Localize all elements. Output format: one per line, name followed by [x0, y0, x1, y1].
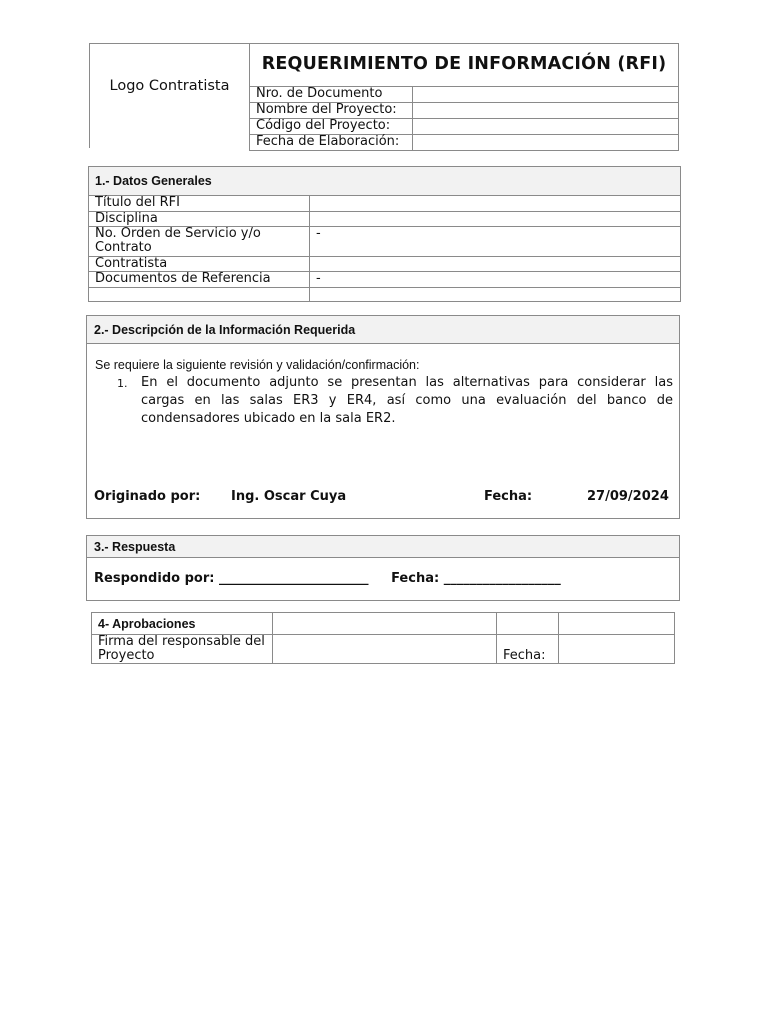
field-label-project-code: Código del Proyecto: [250, 119, 413, 135]
table-row [89, 227, 681, 257]
row-label-service-order: No. Orden de Servicio y/o Contrato [89, 227, 310, 257]
date-label: Fecha: [484, 489, 533, 504]
row-label-discipline: Disciplina [89, 212, 310, 227]
row-value-contractor[interactable] [310, 257, 681, 272]
approvals-table [91, 612, 675, 664]
logo-placeholder [89, 43, 249, 148]
list-item-number: 1. [117, 377, 128, 390]
section-heading-response: 3.- Respuesta [87, 536, 679, 558]
header-field-row [250, 119, 679, 135]
document-title-box [249, 43, 679, 87]
date-value: 27/09/2024 [587, 489, 669, 504]
field-label-project-name: Nombre del Proyecto: [250, 103, 413, 119]
general-data-table [88, 166, 681, 302]
request-intro: Se requiere la siguiente revisión y validación/confirmación: [95, 358, 420, 372]
section-heading-general-data: 1.- Datos Generales [89, 167, 681, 196]
originated-by-label: Originado por: [94, 489, 201, 504]
table-row [89, 257, 681, 272]
row-value-empty[interactable] [310, 288, 681, 302]
row-value-reference-docs[interactable]: - [310, 272, 681, 288]
table-row [92, 635, 675, 664]
table-row [89, 196, 681, 212]
row-value-discipline[interactable] [310, 212, 681, 227]
field-value-project-code[interactable] [413, 119, 679, 135]
table-row [89, 272, 681, 288]
signature-label: Firma del responsable del Proyecto [92, 635, 273, 664]
header-field-row [250, 103, 679, 119]
table-row [89, 212, 681, 227]
list-item: En el documento adjunto se presentan las alternativas para considerar las cargas en las salas ER3 y ER4, así como una evaluación del banco de condensadores ubicado en la sala ER2. [141, 375, 673, 426]
section-heading-approvals: 4- Aprobaciones [92, 613, 273, 635]
field-label-elaboration-date: Fecha de Elaboración: [250, 135, 413, 151]
field-value-elaboration-date[interactable] [413, 135, 679, 151]
header-field-row [250, 87, 679, 103]
table-row [89, 288, 681, 302]
approvals-header-cell [559, 613, 675, 635]
originated-by-value: Ing. Oscar Cuya [231, 489, 347, 504]
required-information-section [86, 315, 680, 519]
header-fields-table [249, 86, 679, 151]
approval-date-field[interactable] [559, 635, 675, 664]
header-field-row [250, 135, 679, 151]
approvals-header-cell [273, 613, 497, 635]
row-label-reference-docs: Documentos de Referencia [89, 272, 310, 288]
response-section [86, 535, 680, 601]
approvals-header-cell [497, 613, 559, 635]
field-value-project-name[interactable] [413, 103, 679, 119]
section-heading-required-info: 2.- Descripción de la Información Requerida [87, 316, 679, 344]
approval-date-label: Fecha: [497, 635, 559, 664]
answered-by-line[interactable]: Respondido por: _______________________ Fecha: __________________ [94, 571, 561, 586]
row-value-service-order[interactable]: - [310, 227, 681, 257]
logo-text: Logo Contratista [109, 78, 230, 94]
row-value-rfi-title[interactable] [310, 196, 681, 212]
signature-field[interactable] [273, 635, 497, 664]
document-title: REQUERIMIENTO DE INFORMACIÓN (RFI) [261, 54, 667, 74]
row-label-rfi-title: Título del RFI [89, 196, 310, 212]
field-value-doc-number[interactable] [413, 87, 679, 103]
row-label-empty [89, 288, 310, 302]
field-label-doc-number: Nro. de Documento [250, 87, 413, 103]
row-label-contractor: Contratista [89, 257, 310, 272]
